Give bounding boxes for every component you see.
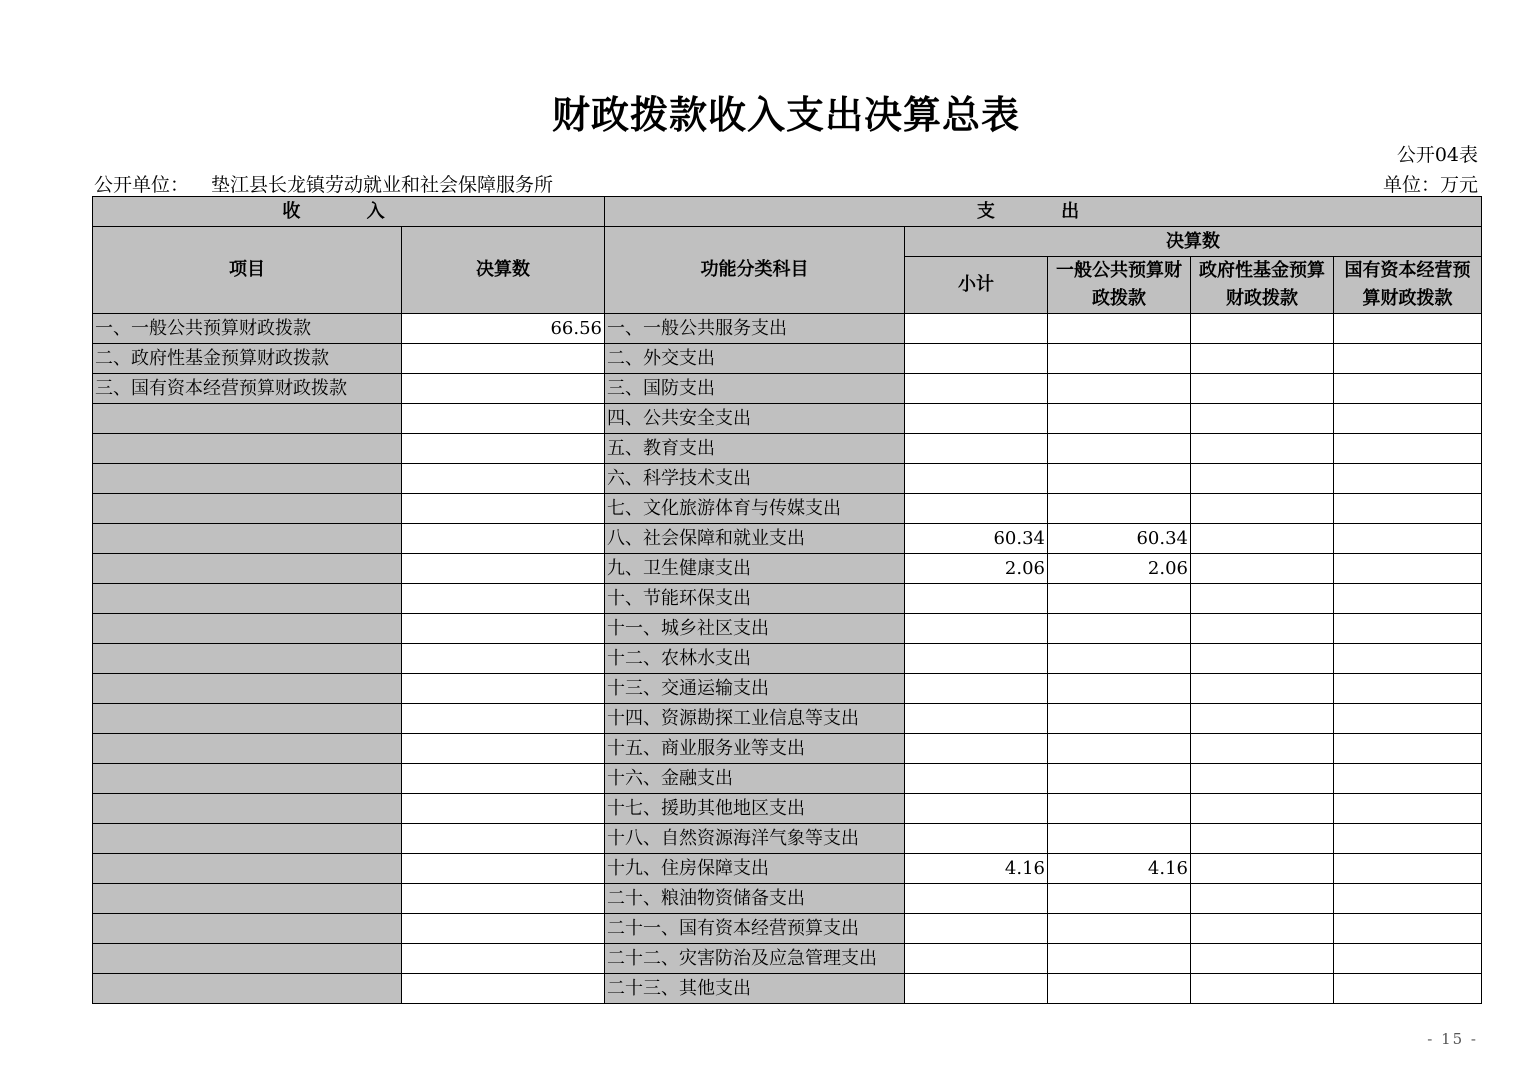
income-amount-cell [402,644,605,674]
income-amount-cell [402,974,605,1004]
subtotal-cell [905,884,1048,914]
general-budget-cell [1048,314,1191,344]
income-item-cell [93,884,402,914]
subtotal-cell [905,674,1048,704]
table-row [93,644,1482,674]
income-amount-cell [402,404,605,434]
expense-item-cell: 十一、城乡社区支出 [605,614,905,644]
income-item-cell [93,824,402,854]
general-budget-cell [1048,884,1191,914]
gov-fund-cell [1191,584,1334,614]
table-row [93,794,1482,824]
gov-fund-cell [1191,344,1334,374]
gov-fund-cell [1191,404,1334,434]
general-budget-cell [1048,614,1191,644]
final-amount-header: 决算数 [905,227,1482,257]
state-capital-cell [1334,614,1482,644]
income-item-cell [93,704,402,734]
state-capital-cell [1334,314,1482,344]
income-amount-cell [402,434,605,464]
subtotal-cell [905,464,1048,494]
expense-item-cell: 十七、援助其他地区支出 [605,794,905,824]
income-amount-cell [402,794,605,824]
expense-item-cell: 五、教育支出 [605,434,905,464]
income-item-cell: 一、一般公共预算财政拨款 [93,314,402,344]
income-amount-cell [402,554,605,584]
expense-item-cell: 七、文化旅游体育与传媒支出 [605,494,905,524]
subtotal-cell [905,764,1048,794]
state-capital-cell [1334,824,1482,854]
gov-fund-cell [1191,554,1334,584]
income-item-cell [93,854,402,884]
income-amount-cell [402,524,605,554]
item-header: 项目 [93,227,402,314]
gov-fund-cell [1191,314,1334,344]
expense-item-cell: 二十三、其他支出 [605,974,905,1004]
form-number: 公开04表 [1396,144,1478,166]
income-amount-cell [402,854,605,884]
income-item-cell [93,464,402,494]
state-capital-cell [1334,434,1482,464]
state-capital-cell [1334,764,1482,794]
income-item-cell [93,974,402,1004]
subtotal-cell: 60.34 [905,524,1048,554]
general-budget-cell [1048,944,1191,974]
expense-item-cell: 二十、粮油物资储备支出 [605,884,905,914]
table-row [93,734,1482,764]
subtotal-cell [905,644,1048,674]
subtotal-cell [905,794,1048,824]
income-item-cell [93,524,402,554]
subtotal-cell [905,704,1048,734]
table-row [93,824,1482,854]
gov-fund-cell [1191,824,1334,854]
gov-fund-cell [1191,794,1334,824]
income-item-cell: 三、国有资本经营预算财政拨款 [93,374,402,404]
general-budget-cell [1048,374,1191,404]
general-budget-cell [1048,794,1191,824]
state-capital-cell [1334,374,1482,404]
expense-item-cell: 十六、金融支出 [605,764,905,794]
table-row [93,584,1482,614]
gov-fund-cell [1191,914,1334,944]
subtotal-cell [905,434,1048,464]
expense-header: 支 出 [605,197,1482,227]
state-capital-cell [1334,974,1482,1004]
state-capital-cell [1334,404,1482,434]
income-item-cell [93,554,402,584]
expense-item-cell: 十二、农林水支出 [605,644,905,674]
subtotal-cell [905,944,1048,974]
money-unit: 单位：万元 [1382,174,1478,196]
income-item-cell: 二、政府性基金预算财政拨款 [93,344,402,374]
income-amount-cell [402,704,605,734]
subtotal-cell [905,824,1048,854]
income-amount-cell [402,494,605,524]
table-row [93,494,1482,524]
income-item-cell [93,434,402,464]
general-budget-cell [1048,734,1191,764]
general-budget-cell [1048,764,1191,794]
gov-fund-cell [1191,704,1334,734]
general-budget-cell [1048,824,1191,854]
gov-fund-cell [1191,614,1334,644]
income-item-cell [93,644,402,674]
income-item-cell [93,764,402,794]
reporting-unit-label: 公开单位： [94,174,190,196]
income-item-cell [93,734,402,764]
state-capital-cell [1334,944,1482,974]
subtotal-cell [905,494,1048,524]
subtotal-cell [905,344,1048,374]
reporting-unit-name: 垫江县长龙镇劳动就业和社会保障服务所 [211,174,554,196]
income-amount-cell [402,344,605,374]
gov-fund-cell [1191,674,1334,704]
income-amount-cell [402,944,605,974]
state-capital-cell [1334,494,1482,524]
table-row [93,944,1482,974]
subtotal-cell [905,974,1048,1004]
expense-item-cell: 十、节能环保支出 [605,584,905,614]
income-item-cell [93,914,402,944]
state-capital-header: 国有资本经营预算财政拨款 [1334,257,1482,314]
state-capital-cell [1334,344,1482,374]
appropriation-table [92,196,1482,1004]
gov-fund-cell [1191,374,1334,404]
expense-item-cell: 六、科学技术支出 [605,464,905,494]
income-amount-cell [402,584,605,614]
gov-fund-cell [1191,644,1334,674]
state-capital-cell [1334,854,1482,884]
income-item-cell [93,614,402,644]
general-budget-cell: 2.06 [1048,554,1191,584]
income-amount-cell [402,914,605,944]
table-row [93,554,1482,584]
table-row [93,704,1482,734]
general-budget-cell [1048,404,1191,434]
income-amount-cell: 66.56 [402,314,605,344]
income-amount-cell [402,764,605,794]
general-budget-cell [1048,464,1191,494]
income-amount-cell [402,674,605,704]
table-row [93,524,1482,554]
gov-fund-cell [1191,434,1334,464]
subtotal-cell [905,914,1048,944]
general-budget-cell [1048,974,1191,1004]
income-item-cell [93,944,402,974]
table-row [93,914,1482,944]
expense-item-cell: 十四、资源勘探工业信息等支出 [605,704,905,734]
subtotal-cell [905,404,1048,434]
income-item-cell [93,494,402,524]
expense-item-cell: 二十二、灾害防治及应急管理支出 [605,944,905,974]
table-row [93,374,1482,404]
gov-fund-cell [1191,884,1334,914]
general-budget-cell [1048,494,1191,524]
table-row [93,434,1482,464]
table-row [93,884,1482,914]
expense-item-cell: 三、国防支出 [605,374,905,404]
state-capital-cell [1334,884,1482,914]
gov-fund-cell [1191,854,1334,884]
expense-item-cell: 十三、交通运输支出 [605,674,905,704]
general-budget-cell [1048,584,1191,614]
general-budget-cell: 60.34 [1048,524,1191,554]
subtotal-header: 小计 [905,257,1048,314]
state-capital-cell [1334,704,1482,734]
income-amount-cell [402,464,605,494]
gov-fund-cell [1191,764,1334,794]
table-row [93,314,1482,344]
state-capital-cell [1334,524,1482,554]
subtotal-cell: 2.06 [905,554,1048,584]
expense-item-cell: 二十一、国有资本经营预算支出 [605,914,905,944]
expense-item-cell: 八、社会保障和就业支出 [605,524,905,554]
expense-item-cell: 四、公共安全支出 [605,404,905,434]
table-row [93,344,1482,374]
table-row [93,764,1482,794]
income-amount-cell [402,374,605,404]
expense-item-cell: 十五、商业服务业等支出 [605,734,905,764]
subtotal-cell: 4.16 [905,854,1048,884]
expense-item-cell: 九、卫生健康支出 [605,554,905,584]
func-subject-header: 功能分类科目 [605,227,905,314]
table-row [93,614,1482,644]
expense-item-cell: 十九、住房保障支出 [605,854,905,884]
income-amount-cell [402,824,605,854]
subtotal-cell [905,374,1048,404]
subtotal-cell [905,614,1048,644]
general-budget-cell: 4.16 [1048,854,1191,884]
expense-item-cell: 二、外交支出 [605,344,905,374]
amount-header: 决算数 [402,227,605,314]
subtotal-cell [905,314,1048,344]
table-row [93,464,1482,494]
state-capital-cell [1334,914,1482,944]
income-item-cell [93,584,402,614]
table-row [93,854,1482,884]
gov-fund-cell [1191,524,1334,554]
income-item-cell [93,674,402,704]
general-budget-header: 一般公共预算财政拨款 [1048,257,1191,314]
page-number: - 15 - [1427,1030,1478,1048]
state-capital-cell [1334,464,1482,494]
expense-item-cell: 一、一般公共服务支出 [605,314,905,344]
state-capital-cell [1334,584,1482,614]
gov-fund-cell [1191,464,1334,494]
reporting-unit [94,170,553,197]
state-capital-cell [1334,644,1482,674]
income-amount-cell [402,734,605,764]
expense-item-cell: 十八、自然资源海洋气象等支出 [605,824,905,854]
page-title: 财政拨款收入支出决算总表 [551,92,1020,137]
general-budget-cell [1048,434,1191,464]
subtotal-cell [905,584,1048,614]
general-budget-cell [1048,674,1191,704]
state-capital-cell [1334,554,1482,584]
general-budget-cell [1048,914,1191,944]
gov-fund-cell [1191,494,1334,524]
state-capital-cell [1334,794,1482,824]
table-row [93,974,1482,1004]
income-amount-cell [402,884,605,914]
general-budget-cell [1048,644,1191,674]
general-budget-cell [1048,344,1191,374]
income-header: 收 入 [93,197,605,227]
table-row [93,404,1482,434]
state-capital-cell [1334,734,1482,764]
general-budget-cell [1048,704,1191,734]
income-amount-cell [402,614,605,644]
income-item-cell [93,404,402,434]
table-row [93,674,1482,704]
gov-fund-cell [1191,974,1334,1004]
gov-fund-cell [1191,944,1334,974]
income-item-cell [93,794,402,824]
subtotal-cell [905,734,1048,764]
gov-fund-header: 政府性基金预算财政拨款 [1191,257,1334,314]
gov-fund-cell [1191,734,1334,764]
state-capital-cell [1334,674,1482,704]
